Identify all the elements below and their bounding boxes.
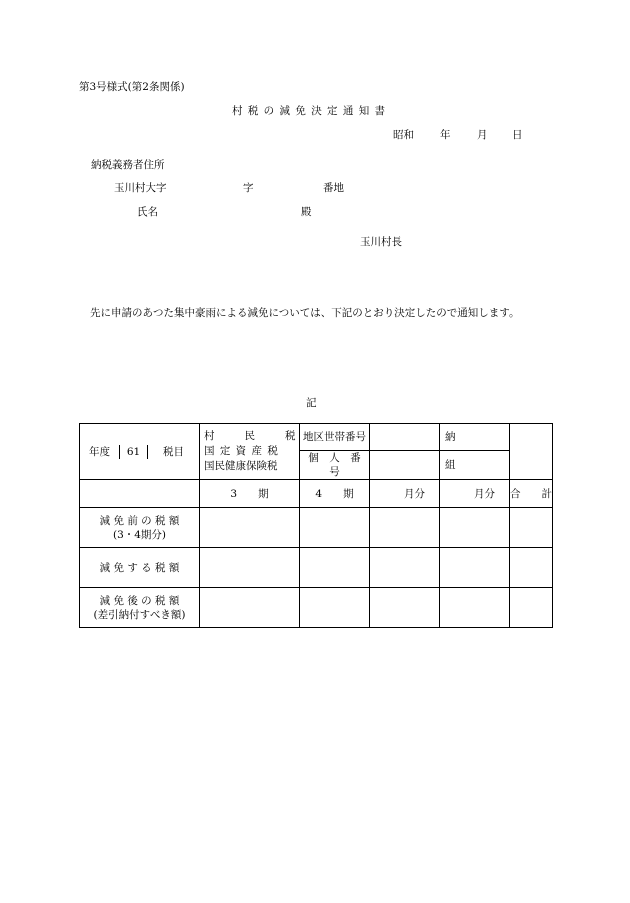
period-header: 3 期 xyxy=(200,480,300,508)
amount-cell xyxy=(440,508,510,548)
date-year: 年 xyxy=(440,129,451,141)
tax-name: 国 定 資 産 税 xyxy=(204,445,279,458)
personal-no-label: 個 人 番 号 xyxy=(300,451,370,480)
name-label: 氏名 xyxy=(137,206,158,218)
amount-cell xyxy=(510,508,553,548)
document-title: 村 税 の 減 免 決 定 通 知 書 xyxy=(232,105,387,117)
period-header: 月分 xyxy=(440,480,510,508)
amount-cell xyxy=(200,508,300,548)
tax-item-label: 税目 xyxy=(163,445,184,458)
period-header: 4 期 xyxy=(300,480,370,508)
row-label-main: 減 免 前 の 税 額 xyxy=(99,514,180,527)
amount-cell xyxy=(440,548,510,588)
honorific: 殿 xyxy=(301,206,312,218)
tax-name: 村 民 税 xyxy=(204,429,299,442)
address-banchi: 番地 xyxy=(323,182,344,194)
taxpayer-address-label: 納税義務者住所 xyxy=(91,159,165,171)
issuer: 玉川村長 xyxy=(360,236,402,248)
amount-cell xyxy=(510,548,553,588)
period-header-blank xyxy=(80,480,200,508)
row-label xyxy=(80,548,200,588)
kumi-label: 組 xyxy=(440,451,510,480)
tax-names-cell xyxy=(200,424,300,480)
amount-cell xyxy=(300,588,370,628)
row-label xyxy=(80,588,200,628)
header-block xyxy=(80,424,200,480)
period-header: 合 計 xyxy=(510,480,553,508)
amount-cell xyxy=(370,508,440,548)
year-label: 年度 xyxy=(80,445,120,459)
address-aza: 字 xyxy=(243,182,254,194)
amount-cell xyxy=(370,548,440,588)
amount-cell xyxy=(370,588,440,628)
amount-cell xyxy=(440,588,510,628)
period-header: 月分 xyxy=(370,480,440,508)
row-label-sub: (差引納付すべき額) xyxy=(93,608,186,621)
date-day: 日 xyxy=(512,129,523,141)
row-label-sub: (3・4期分) xyxy=(112,528,167,541)
household-no-label: 地区世帯番号 xyxy=(300,424,370,451)
ki-heading: 記 xyxy=(306,397,317,409)
date-era: 昭和 xyxy=(393,129,414,141)
amount-cell xyxy=(300,548,370,588)
kumi-field xyxy=(510,424,553,480)
household-no-field xyxy=(370,424,440,451)
amount-cell xyxy=(200,588,300,628)
tax-name: 国民健康保険税 xyxy=(204,460,278,473)
personal-no-field xyxy=(370,451,440,480)
amount-cell xyxy=(300,508,370,548)
date-month: 月 xyxy=(477,129,488,141)
address-village: 玉川村大字 xyxy=(114,182,167,194)
year-value: 61 xyxy=(120,445,148,459)
row-label xyxy=(80,508,200,548)
body-text: 先に申請のあつた集中豪雨による減免については、下記のとおり決定したので通知します。 xyxy=(90,307,520,319)
row-label-main: 減 免 す る 税 額 xyxy=(99,561,180,574)
amount-cell xyxy=(510,588,553,628)
form-number: 第3号様式(第2条関係) xyxy=(79,81,185,93)
amount-cell xyxy=(200,548,300,588)
tax-reduction-table xyxy=(79,423,553,628)
nou-label: 納 xyxy=(440,424,510,451)
row-label-main: 減 免 後 の 税 額 xyxy=(99,594,180,607)
